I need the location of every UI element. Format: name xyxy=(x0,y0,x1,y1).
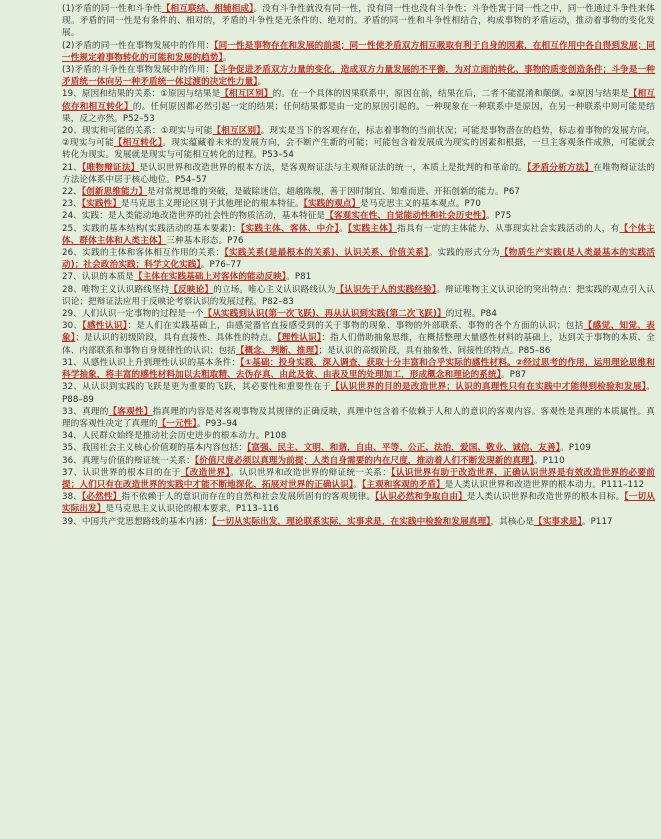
highlighted-term: 【创新思维能力】 xyxy=(81,187,148,198)
highlighted-term: 【改造世界】 xyxy=(180,467,231,478)
note-text: 三种基本形态。P76 xyxy=(166,235,244,246)
note-text: 。 xyxy=(353,479,362,490)
note-text: ；是认识的初级阶段，具有直接性、具体性的特点。 xyxy=(75,333,278,344)
note-text: 。 xyxy=(257,77,267,88)
note-text: 。P110 xyxy=(534,455,565,466)
highlighted-term: 【相互区别】 xyxy=(212,126,261,137)
highlighted-term: 【主体在实践基础上对客体的能动反映】 xyxy=(134,272,287,283)
note-text: 39、中国共产党思想路线的基本内涵： xyxy=(62,516,213,527)
note-text: 的。在一个具体的因果联系中，原因在前，结果在后，二者不能混淆和颠倒。②原因与结果是 xyxy=(272,89,629,100)
highlighted-term: 【相互联结、相辅相成】 xyxy=(161,4,254,14)
note-text: 。P75 xyxy=(486,211,512,222)
note-text: 是对常规思维的突破，是破除迷信，超越陈规，善于因时制宜、知难而进、开拓创新的能力。P67 xyxy=(147,187,520,198)
highlighted-term: 【实践的观点】 xyxy=(303,199,361,210)
note-item xyxy=(62,3,655,40)
note-text: ：是人们在实践基础上，由感觉器官直接感受到的关于事物的现象、事物的外部联系、事物的各个方面的认识；包括 xyxy=(127,321,584,332)
note-text: 。现实是当下的客观存在，标志着事物的当前状况；可能是事物潜在的趋势，标志着事物的发展方向。②现实与可能 xyxy=(62,126,655,149)
highlighted-term: 【相互区别】 xyxy=(220,89,273,100)
highlighted-term: 【实践性】 xyxy=(81,199,122,210)
note-text: 指真理的内容是对客观事物及其规律的正确反映，真理中包含着不依赖于人和人的意识的客观内容。客观性是真理的本质属性。真理的客观性决定了真理的 xyxy=(62,406,655,429)
note-text: 的立场。唯心主义认识路线认为 xyxy=(213,284,336,295)
note-item xyxy=(62,223,655,247)
note-text: 。 xyxy=(222,52,232,63)
highlighted-term: 【个体主体、群体主体和人类主体】 xyxy=(62,223,655,246)
highlighted-term: 【从实践到认识(第一次飞跃)、再从认识到实践(第二次飞跃)】 xyxy=(203,309,446,320)
note-text: 。P109 xyxy=(560,443,591,454)
note-text: 。辩证唯物主义认识论的突出特点：把实践的观点引入认识论；把辩证法应用于反映论考察认识的发展过程。P82–83 xyxy=(62,284,655,307)
note-item xyxy=(62,406,655,430)
note-text: 20、现实和可能的关系：①现实与可能 xyxy=(62,126,213,137)
highlighted-term: 【感觉、知觉、表象】 xyxy=(62,321,655,344)
note-text: (2)矛盾的同一性在事物发展中的作用： xyxy=(62,40,215,51)
note-item xyxy=(62,125,655,162)
highlighted-term: 【一切从实际出发】 xyxy=(62,492,655,515)
note-text: 。认识世界和改造世界的辩证统一关系： xyxy=(230,467,392,478)
note-text: 19、原因和结果的关系：①原因与结果是 xyxy=(62,89,221,100)
note-text: 35、我国社会主义核心价值观的基本内容包括： xyxy=(62,443,248,454)
note-text: 。现实蕴藏着未来的发展方向，会不断产生新的可能；可能包含着发展成为现实的因素和根据，一旦主客观条件成熟，可能就会转化为现实。发展就是现实与可能相互转化的过程。P53–54 xyxy=(62,138,655,161)
note-text: 29、人们认识一定事物的过程是一个 xyxy=(62,309,204,320)
highlighted-term: 【认识世界的目的是改造世界；认识的真理性只有在实践中才能得到检验和发展】 xyxy=(330,382,647,393)
highlighted-term: 【认识必然和争取自由】 xyxy=(375,492,467,503)
highlighted-term: 【价值尺度必须以真理为前提；人类自身需要的内在尺度，推动着人们不断发现新的真理】 xyxy=(194,455,535,466)
note-text: 21、 xyxy=(62,162,83,173)
highlighted-term: 【实事求是】 xyxy=(534,516,582,527)
note-text: 25、实践的基本结构(实践活动的基本要素)： xyxy=(62,223,241,234)
note-item xyxy=(62,320,655,357)
note-item xyxy=(62,516,655,528)
note-text: ：指人们借助抽象思维，在概括整理大量感性材料的基础上，达到关于事物的本质、全体、内部联系和事物自身规律性的认识；包括 xyxy=(62,333,655,356)
note-text: 28、唯物主义认识路线坚持 xyxy=(62,284,170,295)
highlighted-term: 【唯物辩证法】 xyxy=(82,162,140,173)
note-text: 。P117 xyxy=(581,516,613,527)
highlighted-term: 【理性认识】 xyxy=(277,333,322,344)
note-item xyxy=(62,491,655,515)
note-text: 32、从认识到实践的飞跃是更为重要的飞跃，其必要性和重要性在于 xyxy=(62,382,331,393)
note-text: 36、真理与价值的辩证统一关系： xyxy=(62,455,195,466)
note-text: 指具有一定的主体能力、从事现实社会实践活动的人，有 xyxy=(397,223,620,234)
note-text: 是认识世界和改造世界的根本方法，是客观辩证法与主观辩证法的统一，本质上是批判的和革命的。 xyxy=(139,162,528,173)
note-text: 。没有斗争性就没有同一性，没有同一性也没有斗争性；斗争性寓于同一性之中，同一性通过斗争性来体现。矛盾的同一性是有条件的、相对的，矛盾的斗争性是无条件的、绝对的。矛盾的同一性和斗争性相结合，构成事物的矛盾运动，推动着事物的变化发展。 xyxy=(62,4,655,39)
note-item xyxy=(62,455,655,467)
highlighted-term: 【①基础：投身实践，深入调查，获取十分丰富和合乎实际的感性材料。②经过思考的作用，运用理论思维和科学抽象，将丰富的感性材料加以去粗取精、去伪存真、由此及彼、由表及里的处理加工，形成概念和理论的系统】 xyxy=(62,357,655,381)
note-item xyxy=(62,284,655,308)
note-text: 是马克思主义的基本观点。P70 xyxy=(360,199,481,210)
note-item xyxy=(62,430,655,442)
note-text: 是人类认识世界和改造世界的根本目标。 xyxy=(466,492,625,503)
note-item xyxy=(62,64,655,88)
highlighted-term: 【一切从实际出发，理论联系实际，实事求是，在实践中检验和发展真理】 xyxy=(212,516,491,527)
note-text: 38、 xyxy=(62,492,82,503)
note-text: 22、 xyxy=(62,187,82,198)
note-text: 是马克思主义认识论的根本要求。P113–116 xyxy=(105,504,279,515)
note-text: 33、真理的 xyxy=(62,406,109,417)
highlighted-term: 【主观和客观的矛盾】 xyxy=(362,479,445,490)
highlighted-term: 【必然性】 xyxy=(81,492,122,503)
note-text: 24、实践：是人类能动地改造世界的社会性的物质活动，基本特征是 xyxy=(62,211,326,222)
note-text: ，其核心是 xyxy=(490,516,535,527)
note-text: 指不依赖于人的意识而存在的自然和社会发展所固有的客观规律。 xyxy=(121,492,376,503)
note-item xyxy=(62,247,655,271)
note-text: 31、从感性认识上升到理性认识的基本条件： xyxy=(62,357,241,368)
note-text: 的。任何原因都必然引起一定的结果；任何结果都是由一定的原因引起的。一种现象在一种联系中是原因，在另一种联系中则可能是结果，反之亦然。P52–53 xyxy=(62,101,655,124)
highlighted-term: 【实践主体】 xyxy=(347,223,398,234)
note-text: 。实践的形式分为 xyxy=(428,248,500,259)
note-item xyxy=(62,162,655,186)
note-text: 。P76–77 xyxy=(200,260,242,271)
note-item xyxy=(62,198,655,210)
note-text: 27、认识的本质是 xyxy=(62,272,134,283)
note-item xyxy=(62,88,655,125)
note-item xyxy=(62,442,655,454)
highlighted-term: 【相互转化】 xyxy=(113,138,163,149)
highlighted-term: 【实践主体、客体、中介】 xyxy=(240,223,340,234)
note-text: 是马克思主义理论区别于其他理论的根本特征。 xyxy=(121,199,304,210)
highlighted-term: 【反映论】 xyxy=(169,284,214,295)
note-text: 34、人民群众始终是推动社会历史进步的根本动力。P108 xyxy=(62,431,287,442)
highlighted-term: 【一元性】 xyxy=(157,418,197,429)
highlighted-term: 【矛盾分析方法】 xyxy=(527,162,594,173)
highlighted-term: 【客观性】 xyxy=(108,406,153,417)
highlighted-term: 【物质生产实践(是人类最基本的实践活动)；社会政治实践；科学文化实践】 xyxy=(62,248,655,271)
note-text: 。P81 xyxy=(286,272,312,283)
note-text: 23、 xyxy=(62,199,82,210)
note-text: 。 xyxy=(339,223,348,234)
note-item xyxy=(62,40,655,64)
note-text: (1)矛盾的同一性和斗争性 xyxy=(62,4,162,14)
note-text: 在唯物辩证法的方法论体系中居于核心地位。P54–57 xyxy=(62,162,655,185)
highlighted-term: 【斗争促进矛盾双方力量的变化，造成双方力量发展的不平衡，为对立面的转化、事物的质变创造条件；斗争是一种矛盾统一体向另一种矛盾统一体过渡的决定性力量】 xyxy=(62,65,655,88)
note-item xyxy=(62,271,655,283)
note-item xyxy=(62,210,655,222)
highlighted-term: 【客观实在性、自觉能动性和社会历史性】 xyxy=(325,211,487,222)
highlighted-term: 【认识先于人的实践经验】 xyxy=(335,284,437,295)
note-text: 26、实践的主体和客体相互作用的关系： xyxy=(62,248,225,259)
highlighted-term: 【相互依存和相互转化】 xyxy=(62,89,655,112)
note-text: (3)矛盾的斗争性在事物发展中的作用： xyxy=(62,65,215,76)
note-item xyxy=(62,357,655,381)
highlighted-term: 【富强、民主、文明、和谐，自由、平等、公正、法治，爱国、敬业、诚信、友善】 xyxy=(247,443,561,454)
note-item xyxy=(62,186,655,198)
note-text: 。P93–94 xyxy=(196,418,238,429)
highlighted-term: 【同一性是事物存在和发展的前提；同一性使矛盾双方相互吸取有利于自身的因素，在相互作用中各自得到发展；同一性规定着事物转化的可能和发展的趋势】 xyxy=(62,40,655,63)
note-text: 是人类认识世界和改造世界的根本动力。P111–112 xyxy=(444,479,645,490)
highlighted-term: 【实践关系(是最根本的关系)、认识关系、价值关系】 xyxy=(224,248,429,259)
note-text: 30、 xyxy=(62,321,83,332)
note-item xyxy=(62,381,655,405)
note-text: 。P87 xyxy=(501,370,527,381)
note-item xyxy=(62,467,655,491)
highlighted-term: 【认识世界有助于改造世界，正确认识世界是有效改造世界的必要前提；人们只有在改造世界的实践中才能不断地深化、拓展对世界的正确认识】 xyxy=(62,467,655,490)
note-text: 37、认识世界的根本目的在于 xyxy=(62,467,181,478)
highlighted-term: 【感性认识】 xyxy=(82,321,128,332)
highlighted-term: 【概念、判断、推理】 xyxy=(235,345,319,356)
note-item xyxy=(62,308,655,320)
note-text: ；是认识的高级阶段，具有抽象性、间接性的特点。P85–86 xyxy=(318,345,551,356)
note-text: 的过程。P84 xyxy=(445,309,497,320)
note-text: 。P88–89 xyxy=(62,382,655,405)
